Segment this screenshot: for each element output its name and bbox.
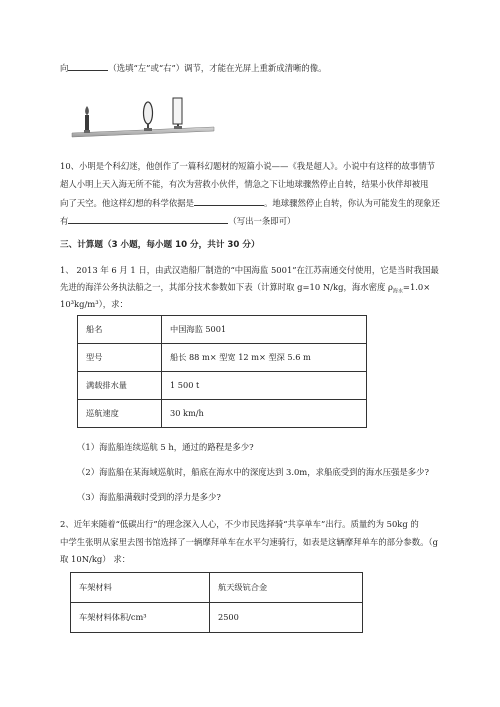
table-cell-value: 航天级钪合金 [210, 573, 363, 603]
q10-line3 [60, 196, 440, 210]
table-cell-label: 车架材料 [71, 573, 210, 603]
q1-sub3: （3）海监船满载时受到的浮力是多少? [77, 492, 221, 502]
q10-line3-prefix: 向了天空。他这样幻想的科学依据是 [60, 198, 194, 208]
table-cell-label: 巡航速度 [78, 400, 162, 428]
table-row [78, 344, 367, 372]
top-fill-line [60, 61, 327, 75]
table-row [78, 372, 367, 400]
table-cell-label: 车架材料体积/cm³ [71, 603, 210, 633]
section-heading: 三、计算题（3 小题，每小题 10 分，共计 30 分） [60, 240, 260, 250]
bench-rail [72, 127, 214, 137]
candle-icon [84, 106, 90, 133]
ship-spec-table [77, 315, 367, 428]
q1-line2 [60, 281, 430, 296]
q10-line2: 超人小明上天入海无所不能，有次为营救小伙伴，情急之下让地球骤然停止自转，结果小伙伴却被甩 [60, 179, 429, 189]
answer-blank[interactable] [68, 214, 228, 224]
q1-line3: 10³kg/m³），求： [60, 299, 128, 309]
lens-icon [144, 102, 153, 131]
answer-blank[interactable] [68, 61, 108, 71]
q1-sub2: （2）海监船在某海域巡航时，船底在海水中的深度达到 3.0m，求船底受到的海水压强是多少? [77, 467, 429, 477]
table-row [71, 603, 363, 633]
q1-line2-end: =1.0× [402, 282, 431, 292]
table-cell-value: 1 500 t [162, 372, 367, 400]
q10-line4-suffix: （写出一条即可） [228, 216, 296, 226]
table-cell-label: 满载排水量 [78, 372, 162, 400]
top-fill-suffix: （选填“左”或“右”）调节，才能在光屏上重新成清晰的像。 [108, 63, 327, 73]
optical-bench-figure [68, 93, 218, 143]
answer-blank[interactable] [194, 196, 264, 206]
q2-line2: 中学生张明从家里去图书馆选择了一辆摩拜单车在水平匀速骑行，如表是这辆摩拜单车的部分参数。（g [60, 537, 439, 547]
table-row [71, 573, 363, 603]
q1-line1: 1、 2013 年 6 月 1 日，由武汉造船厂制造的“中国海监 5001”在江苏南通交付使用，它是当时我国最 [60, 265, 439, 275]
q2-line1: 2、近年来随着“低碳出行”的理念深入人心，不少市民选择骑“共享单车”出行。质量约为 50kg 的 [60, 519, 419, 529]
q10-line4-prefix: 有 [60, 216, 69, 226]
q1-sub1: （1）海监船连续巡航 5 h，通过的路程是多少? [77, 442, 254, 452]
table-cell-value: 中国海监 5001 [162, 316, 367, 344]
table-cell-label: 型号 [78, 344, 162, 372]
table-cell-value: 船长 88 m× 型宽 12 m× 型深 5.6 m [162, 344, 367, 372]
q10-line4 [60, 214, 295, 228]
table-row [78, 316, 367, 344]
q1-line2-text: 先进的海洋公务执法船之一，其部分技术参数如下表（计算时取 g=10 N/kg，海水密度 ρ [60, 282, 393, 292]
top-fill-prefix: 向 [60, 63, 69, 73]
table-cell-value: 30 km/h [162, 400, 367, 428]
screen-icon [173, 98, 182, 129]
q10-line3-suffix: 。地球骤然停止自转，你认为可能发生的现象还 [264, 198, 440, 208]
table-cell-value: 2500 [210, 603, 363, 633]
table-row [78, 400, 367, 428]
q10-line1: 10、小明是个科幻迷，他创作了一篇科幻题材的短篇小说——《我是超人》。小说中有这样的故事情节 [60, 161, 435, 171]
density-subscript: 海水 [392, 288, 403, 295]
q2-line3: 取 10N/kg） 求： [60, 554, 131, 564]
bike-spec-table [70, 572, 363, 633]
table-cell-label: 船名 [78, 316, 162, 344]
